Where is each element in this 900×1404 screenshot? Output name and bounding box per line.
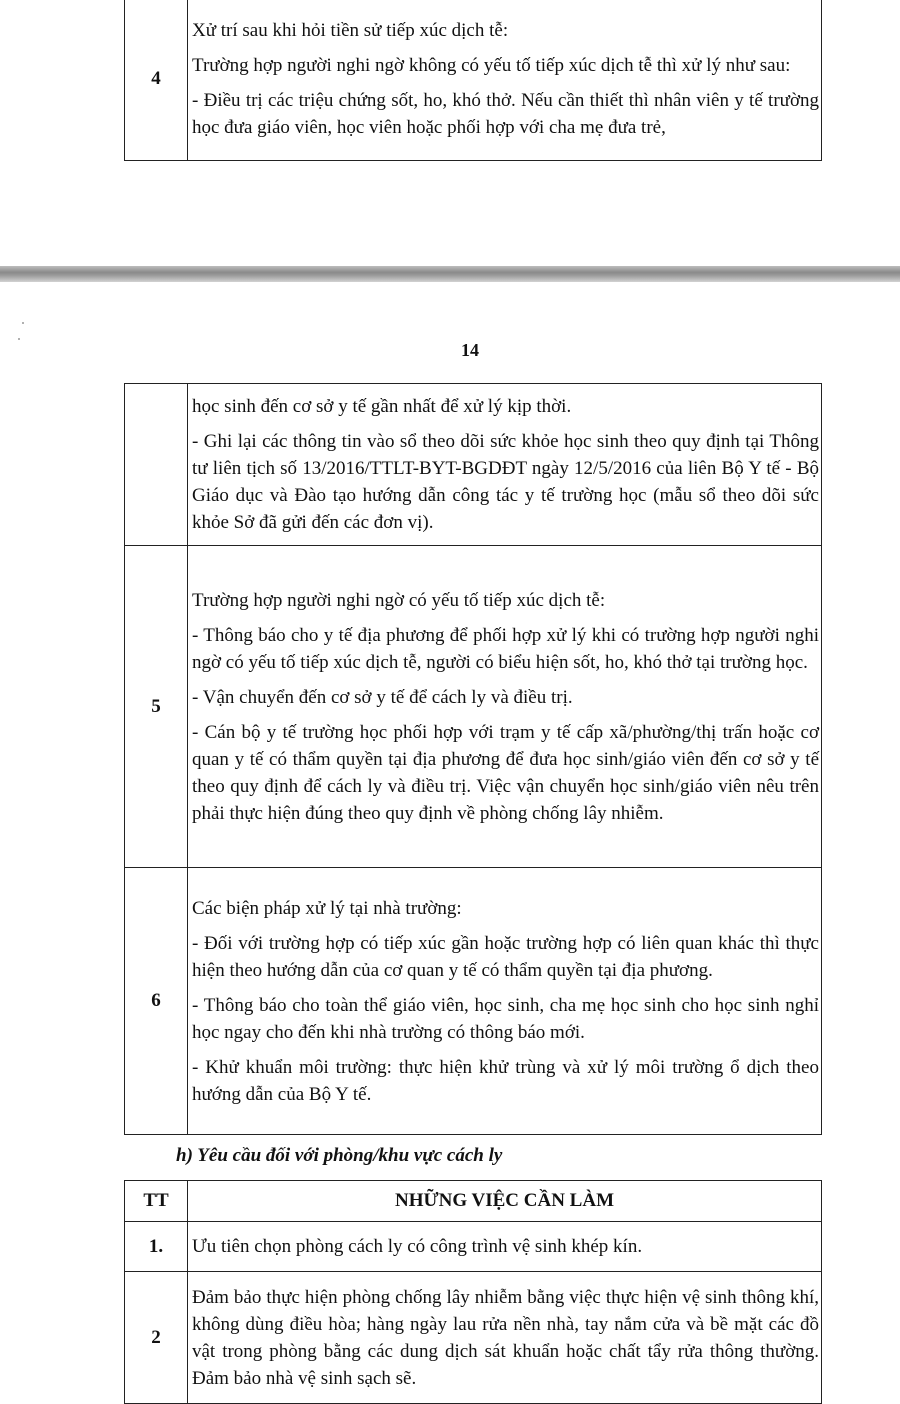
paragraph: - Ghi lại các thông tin vào sổ theo dõi sức khỏe học sinh theo quy định tại Thông tư liên tịch số 13/2016/TTLT-BYT-BGDĐT ngày 12/5/2016 của liên Bộ Y tế - Bộ Giáo dục và Đào tạo hướng dẫn công tác y tế trường học (mẫu sổ theo dõi sức khỏe Sở đã gửi đến các đơn vị). [192, 431, 819, 533]
paragraph: - Điều trị các triệu chứng sốt, ho, khó thở. Nếu cần thiết thì nhân viên y tế trường học đưa giáo viên, học viên hoặc phối hợp với cha mẹ đưa trẻ, [192, 89, 819, 138]
isolation-room-table [124, 1180, 822, 1404]
paragraph: Ưu tiên chọn phòng cách ly có công trình vệ sinh khép kín. [192, 1236, 643, 1257]
row-content [188, 384, 822, 546]
paragraph: học sinh đến cơ sở y tế gần nhất để xử lý kịp thời. [192, 396, 572, 417]
column-header-tt: TT [125, 1181, 188, 1222]
table-row [125, 384, 822, 546]
paragraph: Trường hợp người nghi ngờ có yếu tố tiếp xúc dịch tễ: [192, 589, 606, 611]
guidance-table-continued [124, 0, 822, 161]
table-row [125, 1272, 822, 1404]
paragraph: - Vận chuyển đến cơ sở y tế để cách ly và điều trị. [192, 686, 573, 708]
page-separator [0, 266, 900, 282]
page-number: 14 [461, 340, 479, 360]
scan-speck [22, 322, 24, 324]
previous-page-fragment [0, 0, 900, 268]
row-content [188, 1272, 822, 1404]
paragraph: - Thông báo cho y tế địa phương để phối hợp xử lý khi có trường hợp người nghi ngờ có yếu tố tiếp xúc dịch tễ, người có biểu hiện sốt, ho, khó thở tại trường học. [192, 624, 819, 673]
paragraph: - Khử khuẩn môi trường: thực hiện khử trùng và xử lý môi trường ổ dịch theo hướng dẫn của Bộ Y tế. [192, 1056, 819, 1105]
row-content [188, 868, 822, 1135]
row-number: 5 [125, 546, 188, 868]
table-row [125, 546, 822, 868]
table-row [125, 0, 822, 161]
paragraph: Trường hợp người nghi ngờ không có yếu tố tiếp xúc dịch tễ thì xử lý như sau: [192, 54, 791, 76]
row-number: 2 [125, 1272, 188, 1404]
paragraph: - Cán bộ y tế trường học phối hợp với trạm y tế cấp xã/phường/thị trấn hoặc cơ quan y tế có thẩm quyền tại địa phương để đưa học sinh/giáo viên đến cơ sở y tế theo quy định để cách ly và điều trị. Việc vận chuyển học sinh/giáo viên nêu trên phải thực hiện đúng theo quy định về phòng chống lây nhiễm. [192, 721, 819, 824]
row-number: 6 [125, 868, 188, 1135]
row-content [188, 1222, 822, 1272]
paragraph: Đảm bảo thực hiện phòng chống lây nhiễm bằng việc thực hiện vệ sinh thông khí, không dùng điều hòa; hàng ngày lau rửa nền nhà, tay nắm cửa và bề mặt các đồ vật trong phòng bằng các dung dịch sát khuẩn hoặc chất tẩy rửa thông thường. Đảm bảo nhà vệ sinh sạch sẽ. [192, 1286, 819, 1389]
table-row [125, 1222, 822, 1272]
row-content [188, 546, 822, 868]
table-row [125, 868, 822, 1135]
row-number: 4 [125, 0, 188, 161]
row-number: 1. [125, 1222, 188, 1272]
column-header-tasks: NHỮNG VIỆC CẦN LÀM [188, 1181, 822, 1222]
row-number [125, 384, 188, 546]
paragraph: Xử trí sau khi hỏi tiền sử tiếp xúc dịch tễ: [192, 19, 509, 41]
paragraph: - Đối với trường hợp có tiếp xúc gần hoặc trường hợp có liên quan khác thì thực hiện theo hướng dẫn của cơ quan y tế có thẩm quyền tại địa phương. [192, 932, 819, 981]
row-content [188, 0, 822, 161]
section-heading: h) Yêu cầu đối với phòng/khu vực cách ly [176, 1145, 503, 1166]
table-header-row [125, 1181, 822, 1222]
paragraph: Các biện pháp xử lý tại nhà trường: [192, 897, 462, 919]
guidance-table [124, 383, 822, 1135]
paragraph: - Thông báo cho toàn thể giáo viên, học sinh, cha mẹ học sinh cho học sinh nghỉ học ngay cho đến khi nhà trường có thông báo mới. [192, 994, 819, 1043]
